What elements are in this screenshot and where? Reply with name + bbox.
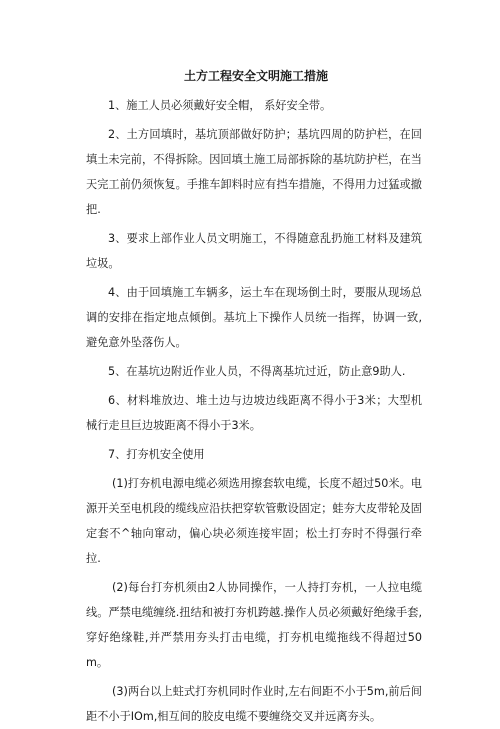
paragraph-7: 7、打夯机安全使用 [108, 448, 205, 461]
paragraph-5: 5、在基坑边附近作业人员，不得离基坑过近，防止意9助人. [108, 365, 406, 378]
paragraph-4: 4、由于回填施工车辆多，运土车在现场倒土时，要服从现场总调的安排在指定地点倾倒。基坑上下操作人员统一指挥，协调一致,避免意外坠落伤人。 [86, 286, 422, 349]
paragraph-7-2: (2)每台打夯机须由2人协同操作，一人持打夯机，一人拉电缆线。严禁电缆缠绕.扭结和被打夯机跨越.操作人员必须戴好绝缘手套,穿好绝缘鞋,并严禁用夯头打击电缆，打夯机电缆拖线不得超过50m。 [86, 581, 422, 669]
paragraph-1: 1、施工人员必须戴好安全帽， 系好安全带。 [108, 99, 332, 112]
paragraph-6: 6、材料堆放边、堆土边与边坡边线距离不得小于3米；大型机械行走旦巨边坡距离不得小于3米。 [86, 394, 422, 432]
paragraph-7-3: (3)两台以上蛀式打夯机同时作业时,左右间距不小于5m,前后间距不小于IOm,相互间的胶皮电缆不要缠绕交叉并远离夯头。 [86, 685, 422, 723]
document-title: 土方工程安全文明施工措施 [183, 69, 328, 83]
paragraph-2: 2、土方回填时，基坑顶部做好防护；基坑四周的防护栏，在回填土未完前，不得拆除。因回填土施工局部拆除的基坑防护栏，在当天完工前仍须恢复。手推车卸料时应有挡车措施，不得用力过猛或撤把. [86, 128, 422, 216]
paragraph-7-1: (1)打夯机电源电缆必须选用擦套软电缆，长度不超过50米。电源开关至电机段的缆线应沿扶把穿软管敷设固定；蛙夯大皮带轮及固定套不^轴向窜动，偏心块必须连接牢固；松土打夯时不得强行牵拉. [86, 477, 422, 565]
paragraph-3: 3、要求上部作业人员文明施工，不得随意乱扔施工材料及建筑垃圾。 [86, 232, 422, 270]
